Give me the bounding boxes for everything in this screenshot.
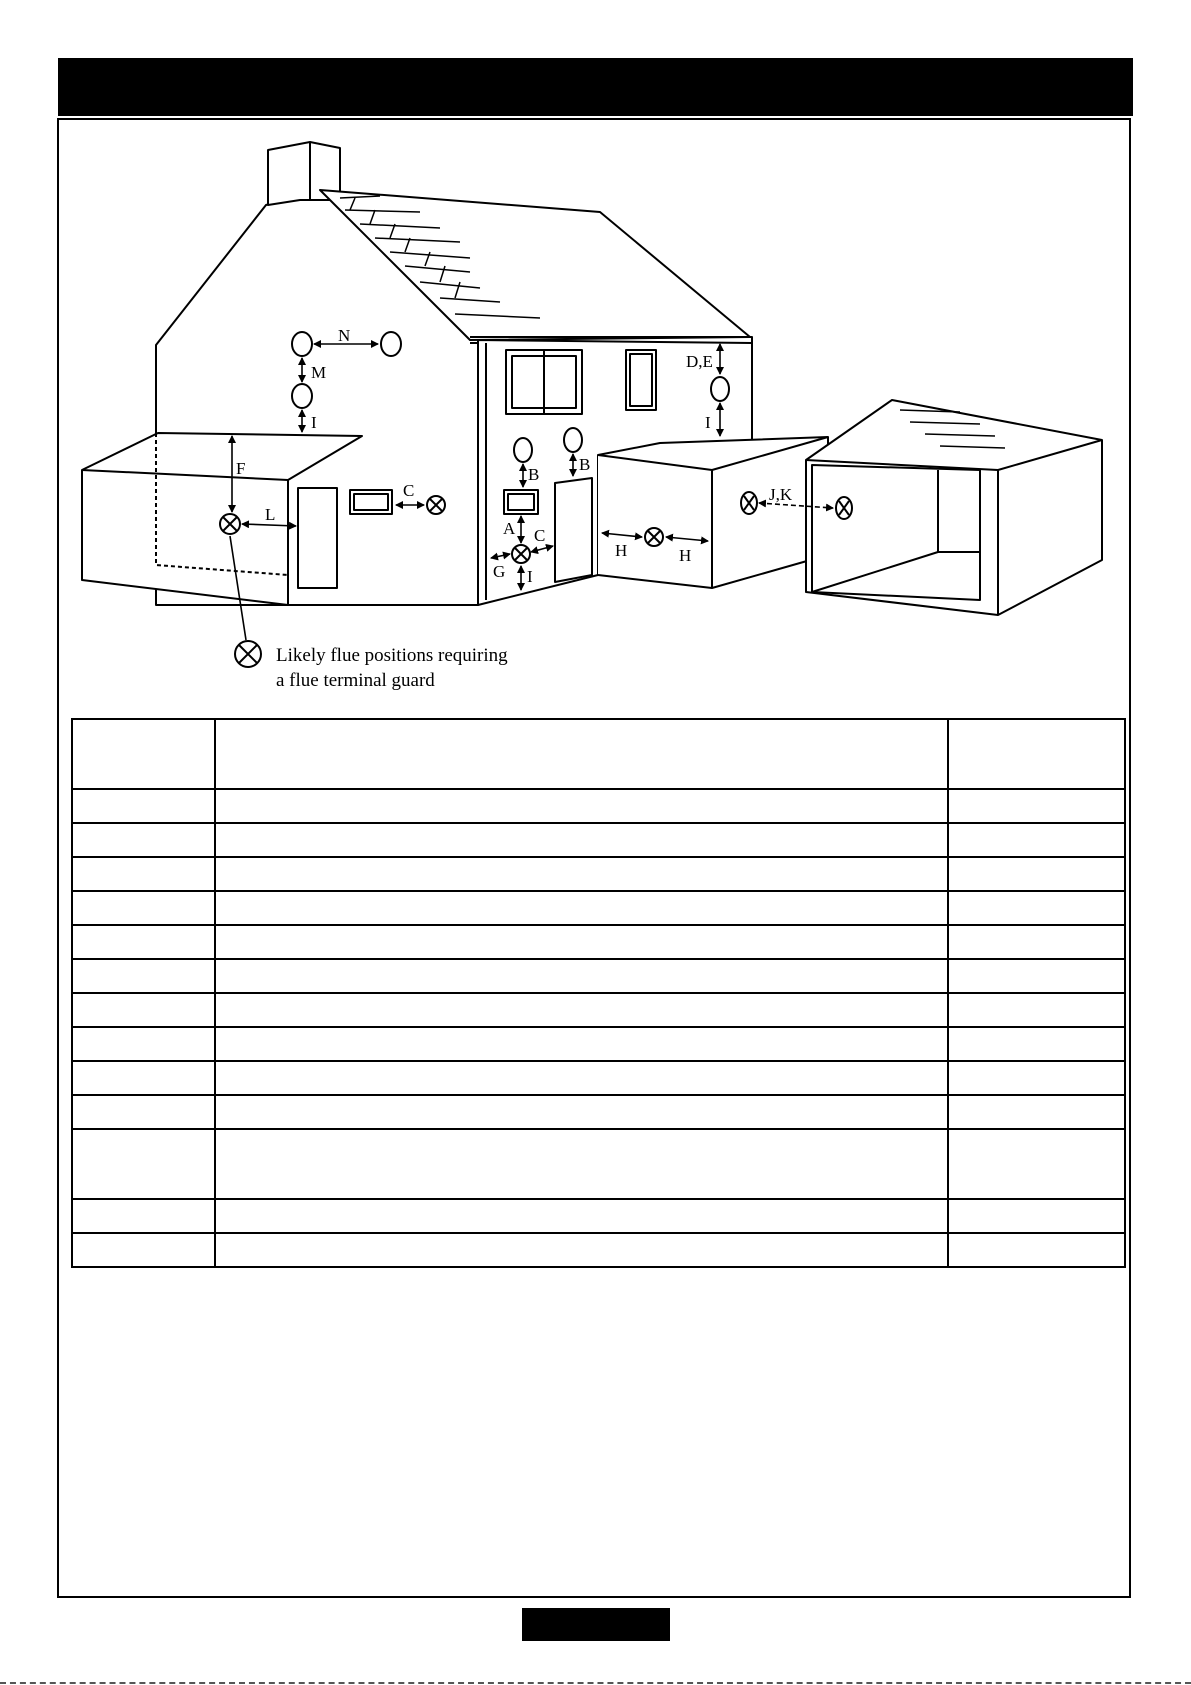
- flue-terminal: [381, 332, 401, 356]
- table-row: [72, 1129, 1125, 1199]
- label-B: B: [528, 465, 540, 484]
- flue-terminal: [564, 428, 582, 452]
- table-row: [72, 1233, 1125, 1267]
- label-C: C: [534, 526, 546, 545]
- table-row: [72, 1061, 1125, 1095]
- label-DE: D,E: [686, 352, 713, 371]
- label-C: C: [403, 481, 415, 500]
- page-number-tab: [522, 1608, 670, 1641]
- legend-line-2: a flue terminal guard: [276, 670, 435, 691]
- label-B: B: [579, 455, 591, 474]
- table-row: [72, 857, 1125, 891]
- table-row: [72, 993, 1125, 1027]
- label-H: H: [679, 546, 692, 565]
- side-door: [298, 488, 337, 588]
- legend-line-1: Likely flue positions requiring: [276, 645, 508, 666]
- flue-terminal: [292, 332, 312, 356]
- label-I: I: [705, 413, 711, 432]
- guarded-flue-icon: [220, 514, 240, 534]
- bottom-rule: [0, 1682, 1191, 1684]
- table-row: [72, 1095, 1125, 1129]
- label-G: G: [493, 562, 506, 581]
- table-row: [72, 823, 1125, 857]
- flue-positions-diagram: [0, 0, 1191, 700]
- legend-caption: [276, 643, 508, 693]
- label-I: I: [527, 567, 533, 586]
- guarded-flue-icon: [836, 497, 852, 519]
- label-I: I: [311, 413, 317, 432]
- table-row: [72, 1199, 1125, 1233]
- label-A: A: [503, 519, 516, 538]
- guarded-flue-icon: [512, 545, 530, 563]
- table-row: [72, 789, 1125, 823]
- guarded-flue-icon: [645, 528, 663, 546]
- label-M: M: [311, 363, 327, 382]
- label-JK: J,K: [769, 485, 793, 504]
- flue-terminal: [292, 384, 312, 408]
- table-row: [72, 959, 1125, 993]
- guarded-flue-icon: [741, 492, 757, 514]
- flue-terminal: [514, 438, 532, 462]
- legend-guard-icon: [235, 641, 261, 667]
- front-door: [555, 478, 592, 582]
- table-row: [72, 891, 1125, 925]
- label-N: N: [338, 326, 351, 345]
- table-row: [72, 1027, 1125, 1061]
- guarded-flue-icon: [427, 496, 445, 514]
- label-F: F: [236, 459, 246, 478]
- flue-terminal: [711, 377, 729, 401]
- clearance-table: [71, 718, 1126, 1268]
- label-L: L: [265, 505, 276, 524]
- label-H: H: [615, 541, 628, 560]
- table-header-row: [72, 719, 1125, 789]
- table-row: [72, 925, 1125, 959]
